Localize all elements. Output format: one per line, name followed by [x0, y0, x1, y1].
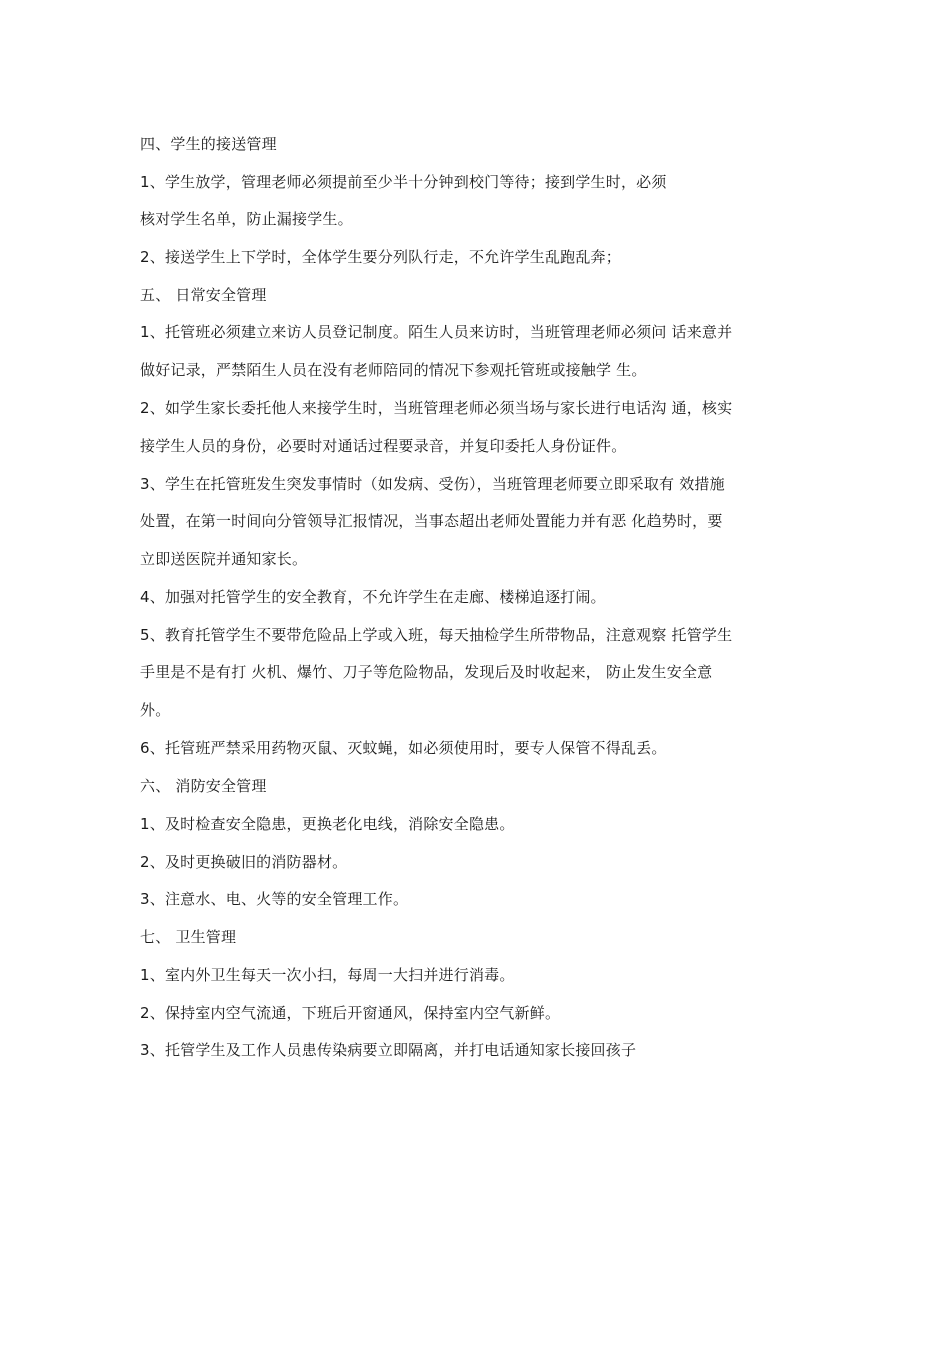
paragraph-line: 立即送医院并通知家长。: [140, 550, 308, 568]
paragraph-line: 3、学生在托管班发生突发事情时（如发病、受伤），当班管理老师要立即采取有 效措施: [140, 475, 725, 493]
paragraph-line: 处置，在第一时间向分管领导汇报情况，当事态超出老师处置能力并有恶 化趋势时，要: [140, 512, 723, 530]
paragraph-line: 1、及时检查安全隐患，更换老化电线，消除安全隐患。: [140, 815, 515, 833]
paragraph-line: 外。: [140, 701, 171, 719]
paragraph-line: 2、接送学生上下学时，全体学生要分列队行走，不允许学生乱跑乱奔；: [140, 248, 621, 266]
paragraph-line: 接学生人员的身份，必要时对通话过程要录音，并复印委托人身份证件。: [140, 437, 627, 455]
paragraph-line: 做好记录，严禁陌生人员在没有老师陪同的情况下参观托管班或接触学 生。: [140, 361, 647, 379]
paragraph-line: 5、教育托管学生不要带危险品上学或入班，每天抽检学生所带物品，注意观察 托管学生: [140, 626, 733, 644]
paragraph-line: 3、注意水、电、火等的安全管理工作。: [140, 890, 409, 908]
section-heading: 七、 卫生管理: [140, 928, 237, 946]
paragraph-line: 1、室内外卫生每天一次小扫，每周一大扫并进行消毒。: [140, 966, 515, 984]
paragraph-line: 2、保持室内空气流通，下班后开窗通风，保持室内空气新鲜。: [140, 1004, 561, 1022]
paragraph-line: 手里是不是有打 火机、爆竹、刀子等危险物品，发现后及时收起来， 防止发生安全意: [140, 663, 713, 681]
paragraph-line: 核对学生名单，防止漏接学生。: [140, 210, 353, 228]
paragraph-line: 2、及时更换破旧的消防器材。: [140, 853, 348, 871]
paragraph-line: 4、加强对托管学生的安全教育，不允许学生在走廊、楼梯追逐打闹。: [140, 588, 606, 606]
section-heading: 五、 日常安全管理: [140, 286, 267, 304]
section-heading: 六、 消防安全管理: [140, 777, 267, 795]
section-heading: 四、学生的接送管理: [140, 135, 277, 153]
paragraph-line: 6、托管班严禁采用药物灭鼠、灭蚊蝇，如必须使用时，要专人保管不得乱丢。: [140, 739, 667, 757]
paragraph-line: 3、托管学生及工作人员患传染病要立即隔离，并打电话通知家长接回孩子: [140, 1041, 637, 1059]
paragraph-line: 2、如学生家长委托他人来接学生时，当班管理老师必须当场与家长进行电话沟 通，核实: [140, 399, 733, 417]
paragraph-line: 1、学生放学，管理老师必须提前至少半十分钟到校门等待；接到学生时，必须: [140, 173, 667, 191]
paragraph-line: 1、托管班必须建立来访人员登记制度。陌生人员来访时，当班管理老师必须问 话来意并: [140, 323, 733, 341]
